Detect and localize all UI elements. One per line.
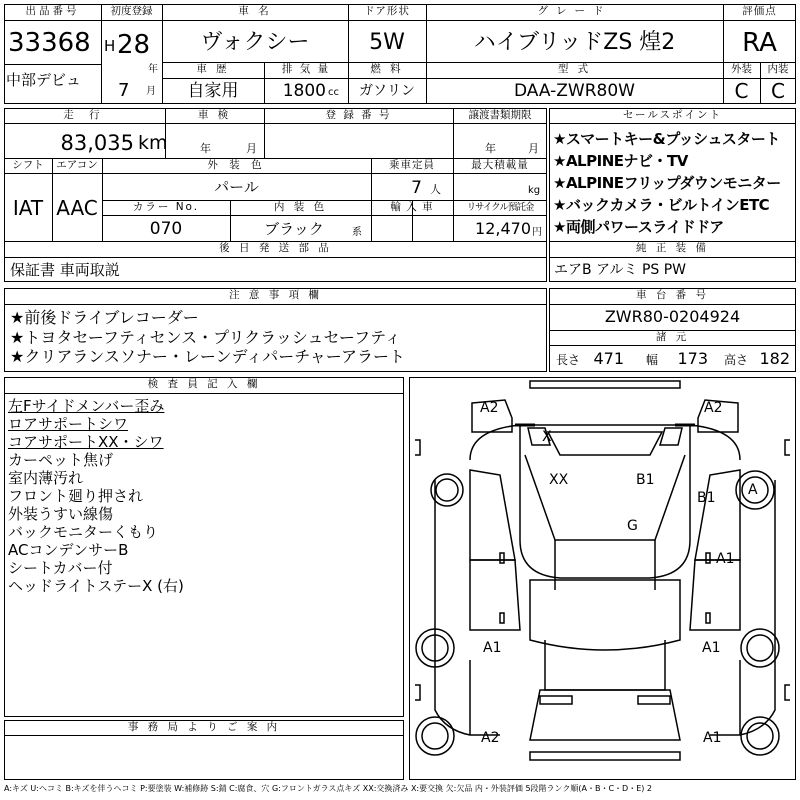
transfer-month-unit: 年 <box>485 142 496 155</box>
interior-score-label: 内装 <box>767 63 789 75</box>
displacement-value: 1800 <box>282 81 326 101</box>
reg-number-label: 登 録 番 号 <box>325 109 392 121</box>
color-number-label: カラー No. <box>132 201 200 213</box>
exterior-score: C <box>734 79 749 103</box>
inspection-year <box>170 140 198 156</box>
inspector-notes-list <box>8 397 398 595</box>
km-unit: km <box>138 132 168 154</box>
inspection-year-unit: 年 <box>200 142 211 155</box>
model-code: DAA-ZWR80W <box>514 81 635 101</box>
damage-mark: A1 <box>702 640 721 656</box>
car-name-label: 車 名 <box>238 5 272 17</box>
width-label: 幅 <box>646 353 659 367</box>
height-label: 高さ <box>724 353 749 367</box>
capacity-label: 乗車定員 <box>389 159 435 171</box>
mileage-value: 83,035 <box>60 131 134 155</box>
later-parts-label: 後 日 発 送 部 品 <box>219 242 332 254</box>
inspector-note: 外装うすい線傷 <box>8 505 114 523</box>
inspection-month <box>216 140 244 156</box>
sales-point-item: ★ALPINEナビ・TV <box>553 152 688 170</box>
kei-unit: 系 <box>352 227 362 238</box>
inspection-month-unit: 月 <box>246 142 257 155</box>
shift-label: シフト <box>12 159 44 171</box>
model-label: 型 式 <box>557 63 592 75</box>
interior-score: C <box>771 79 785 103</box>
capacity-value: 7 <box>411 178 422 198</box>
displacement-label: 排 気 量 <box>281 63 331 75</box>
recycle-label: リサイクル預託金 <box>466 202 534 213</box>
width-value: 173 <box>677 349 708 368</box>
chassis-number-label: 車 台 番 号 <box>635 289 709 301</box>
damage-mark: A1 <box>716 551 735 567</box>
auction-score: RA <box>742 28 777 58</box>
month-unit: 月 <box>146 86 156 97</box>
exterior-color-label: 外 装 色 <box>207 159 266 171</box>
damage-mark: XX <box>549 472 569 488</box>
length-label: 長さ <box>556 353 581 367</box>
inspector-note: 左Fサイドメンバー歪み <box>8 397 165 415</box>
door-type: 5W <box>369 30 405 55</box>
door-type-label: ドア形状 <box>364 5 410 17</box>
yen-unit: 円 <box>532 227 542 238</box>
exterior-color-value: パール <box>214 178 259 196</box>
damage-mark: B1 <box>697 490 716 506</box>
import-label: 輸 入 車 <box>390 201 434 213</box>
length-value: 471 <box>593 349 624 368</box>
damage-mark: G <box>627 518 638 534</box>
car-condition-diagram <box>409 377 796 780</box>
recycle-value: 12,470 <box>475 219 531 238</box>
caution-note: ★クリアランスソナー・レーンディパーチャーアラート <box>10 347 405 366</box>
aircon-value: AAC <box>56 196 98 220</box>
lot-number: 33368 <box>8 28 91 58</box>
aircon-label: エアコン <box>56 159 98 171</box>
era-letter: H <box>104 37 116 55</box>
dimensions-label: 諸 元 <box>655 331 690 343</box>
kg-unit: kg <box>528 185 541 196</box>
score-label: 評価点 <box>742 5 777 17</box>
inspector-note: 室内薄汚れ <box>8 469 84 487</box>
fuel-value: ガソリン <box>359 83 415 99</box>
damage-mark: A2 <box>480 400 499 416</box>
sales-point-item: ★スマートキー&プッシュスタート <box>553 130 780 148</box>
interior-color-label: 内 装 色 <box>273 201 328 213</box>
first-registration-label: 初度登録 <box>110 5 153 17</box>
cc-unit: cc <box>328 87 339 98</box>
damage-mark: A1 <box>703 730 722 746</box>
sales-point-label: セールスポイント <box>622 109 723 121</box>
venue-name: 中部デビュ <box>6 71 82 89</box>
inspector-note: ACコンデンサーB <box>8 541 129 559</box>
inspector-note: コアサポートXX・シワ <box>8 433 164 451</box>
inspector-label: 検 査 員 記 入 欄 <box>147 378 261 390</box>
damage-mark: A2 <box>704 400 723 416</box>
transfer-day-unit: 月 <box>528 142 539 155</box>
interior-color-value: ブラック <box>264 220 324 238</box>
transfer-doc-label: 譲渡書類期限 <box>468 109 532 121</box>
sales-point-item: ★ALPINEフリップダウンモニター <box>553 174 781 192</box>
registration-month: 7 <box>118 80 130 101</box>
inspector-note: ロアサポートシワ <box>8 415 129 433</box>
year-unit: 年 <box>148 64 158 75</box>
registration-year: 28 <box>117 30 151 60</box>
legend: A:キズ U:ヘコミ B:キズを伴うヘコミ P:要塗装 W:補修跡 S:錆 C:腐食、穴 G:フロントガラス点キズ XX:交換済み X:要交換 欠:欠品 内・外装評価 5段階ランク順(A・B・C・D・E) 2 <box>4 784 653 793</box>
chassis-number: ZWR80-0204924 <box>604 307 741 326</box>
inspector-note: シートカバー付 <box>8 559 113 577</box>
max-load-label: 最大積載量 <box>471 159 529 171</box>
inspector-note: フロント廻り押され <box>8 487 144 505</box>
damage-mark: A2 <box>481 730 500 746</box>
lot-number-label: 出品番号 <box>25 5 80 17</box>
damage-mark: X <box>542 429 552 445</box>
inspector-note: ヘッドライトステーX (右) <box>8 577 184 595</box>
damage-mark: A <box>748 482 758 498</box>
height-value: 182 <box>759 349 790 368</box>
later-parts-value: 保証書 車両取説 <box>10 261 120 279</box>
color-number-value: 070 <box>149 219 183 239</box>
shift-value: IAT <box>12 196 44 220</box>
caution-note: ★前後ドライブレコーダー <box>10 308 199 327</box>
grade: ハイブリッドZS 煌2 <box>473 30 676 55</box>
person-unit: 人 <box>430 183 441 196</box>
history-label: 車 歴 <box>196 63 230 75</box>
sales-point-item: ★バックカメラ・ビルトインETC <box>553 196 770 214</box>
damage-mark: B1 <box>636 472 655 488</box>
exterior-score-label: 外装 <box>731 63 752 75</box>
inspector-note: カーペット焦げ <box>8 451 114 469</box>
standard-equipment-value: エアB アルミ PS PW <box>554 262 687 278</box>
inspector-note: バックモニターくもり <box>8 523 159 541</box>
history-value: 自家用 <box>187 81 239 101</box>
caution-note: ★トヨタセーフティセンス・プリクラッシュセーフティ <box>10 328 401 347</box>
fuel-label: 燃 料 <box>370 63 404 75</box>
car-name: ヴォクシー <box>200 30 310 55</box>
grade-label: グレード <box>537 5 612 17</box>
office-notice-label: 事 務 局 よ り ご 案 内 <box>127 721 281 733</box>
mileage-label: 走 行 <box>63 109 106 121</box>
max-load-value <box>460 178 520 198</box>
caution-label: 注 意 事 項 欄 <box>229 289 322 301</box>
standard-equipment-label: 純 正 装 備 <box>635 242 709 254</box>
sales-point-item: ★両側パワースライドドア <box>553 218 724 236</box>
inspection-label: 車 検 <box>197 109 232 121</box>
damage-mark: A1 <box>483 640 502 656</box>
